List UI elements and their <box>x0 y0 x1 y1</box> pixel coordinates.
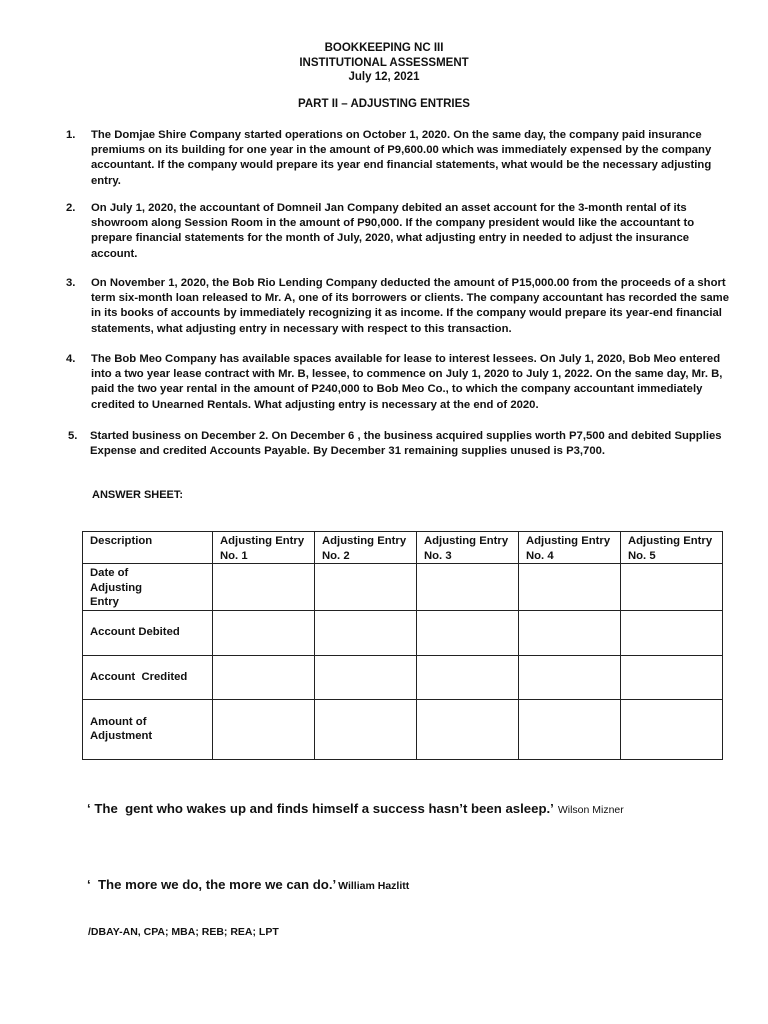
answer-cell[interactable] <box>519 699 621 759</box>
table-row <box>83 564 723 611</box>
part-title: PART II – ADJUSTING ENTRIES <box>298 98 470 110</box>
answer-cell[interactable] <box>621 655 723 699</box>
problem-number: 3. <box>66 277 76 289</box>
problem-text: The Domjae Shire Company started operations on October 1, 2020. On the same day, the company paid insurance premiums on its building for one year in the amount of P9,600.00 which was immediately expensed by the company accountant. If the company would prepare its year end financial statements, what would be the necessary adjusting entry. <box>91 129 712 187</box>
answer-cell[interactable] <box>621 564 723 611</box>
answer-cell[interactable] <box>213 699 315 759</box>
problem-text: The Bob Meo Company has available spaces available for lease to interest lessees. On July 1, 2020, Bob Meo entered into a two year lease contract with Mr. B, lessee, to commence on July 1, 2020 to July 1, 2022. On the same day, Mr. B, paid the two year rental in the amount of P240,000 to Bob Meo Co., to which the company accountant immediately credited to Unearned Rentals. What adjusting entry is necessary at the end of 2020. <box>91 353 723 411</box>
table-row <box>83 610 723 655</box>
column-header-entry-2: Adjusting Entry No. 2 <box>315 532 417 564</box>
column-header-entry-4: Adjusting Entry No. 4 <box>519 532 621 564</box>
course-title: BOOKKEEPING NC III <box>324 42 444 54</box>
table-header-row <box>83 532 723 564</box>
problem-text: Started business on December 2. On December 6 , the business acquired supplies worth P7,500 and debited Supplies Expense and credited Accounts Payable. By December 31 remaining supplies unused is P3,700. <box>90 430 722 458</box>
table-row <box>83 655 723 699</box>
quote-author: William Hazlitt <box>338 880 410 892</box>
problem-number: 2. <box>66 202 76 214</box>
problem-number: 1. <box>66 129 76 141</box>
answer-table <box>82 531 723 760</box>
column-header-description: Description <box>83 532 213 564</box>
column-header-entry-3: Adjusting Entry No. 3 <box>417 532 519 564</box>
row-label-date: Date of Adjusting Entry <box>83 564 213 611</box>
column-header-entry-1: Adjusting Entry No. 1 <box>213 532 315 564</box>
answer-cell[interactable] <box>315 610 417 655</box>
answer-cell[interactable] <box>315 699 417 759</box>
assessment-title: INSTITUTIONAL ASSESSMENT <box>299 56 469 69</box>
quote-author: Wilson Mizner <box>557 804 624 816</box>
answer-cell[interactable] <box>519 610 621 655</box>
row-label-amount: Amount of Adjustment <box>83 699 213 759</box>
answer-cell[interactable] <box>213 655 315 699</box>
assessment-date: July 12, 2021 <box>348 71 420 83</box>
answer-cell[interactable] <box>417 655 519 699</box>
answer-cell[interactable] <box>315 655 417 699</box>
quote-text: The more we do, the more we can do <box>98 877 329 892</box>
problem-text: On November 1, 2020, the Bob Rio Lending Company deducted the amount of P15,000.00 from the proceeds of a short term six-month loan released to Mr. A, one of its borrowers or clients. The company accountant has recorded the same in its books of accounts by immediately recognizing it as income. If the company would prepare its year-end financial statements, what adjusting entry in necessary with respect to this transaction. <box>91 277 730 335</box>
answer-cell[interactable] <box>519 564 621 611</box>
row-label-account-debited: Account Debited <box>83 610 213 655</box>
answer-cell[interactable] <box>621 610 723 655</box>
problem-number: 5. <box>68 430 78 442</box>
quote-open-mark: ‘ <box>87 801 95 816</box>
answer-cell[interactable] <box>417 564 519 611</box>
answer-cell[interactable] <box>621 699 723 759</box>
table-row <box>83 699 723 759</box>
signature: /DBAY-AN, CPA; MBA; REB; REA; LPT <box>88 926 279 938</box>
quote <box>87 877 409 892</box>
answer-cell[interactable] <box>417 699 519 759</box>
row-label-account-credited: Account Credited <box>83 655 213 699</box>
answer-cell[interactable] <box>315 564 417 611</box>
document-header <box>0 41 768 85</box>
answer-cell[interactable] <box>519 655 621 699</box>
quote-open-mark: ‘ <box>87 877 98 892</box>
problem-text: On July 1, 2020, the accountant of Domneil Jan Company debited an asset account for the 3-month rental of its showroom along Session Room in the amount of P90,000. If the company president would like the accountant to prepare financial statements for the month of July, 2020, what adjusting entry in needed to adjust the insurance account. <box>91 202 695 260</box>
quote <box>87 801 624 816</box>
quote-close-mark: .’ <box>328 877 337 892</box>
quote-text: The gent who wakes up and finds himself a success hasn’t been asleep <box>94 801 547 816</box>
quote-close-mark: .’ <box>546 801 554 816</box>
answer-cell[interactable] <box>213 610 315 655</box>
answer-cell[interactable] <box>213 564 315 611</box>
column-header-entry-5: Adjusting Entry No. 5 <box>621 532 723 564</box>
answer-sheet-label: ANSWER SHEET: <box>92 489 184 501</box>
problem-number: 4. <box>66 353 76 365</box>
answer-cell[interactable] <box>417 610 519 655</box>
